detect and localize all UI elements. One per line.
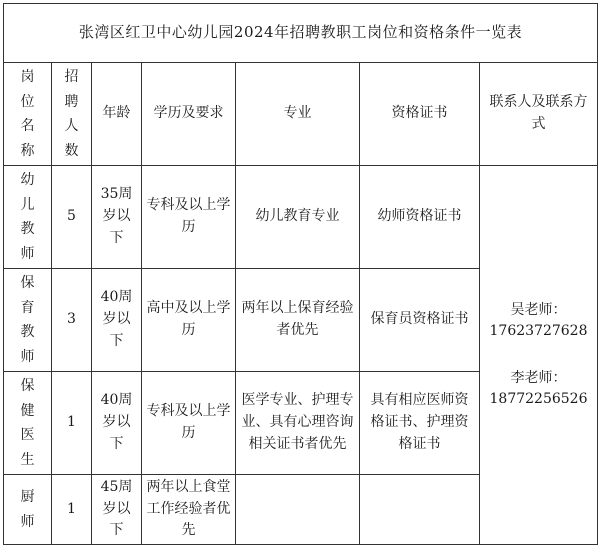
education-cell: 专科及以上学历: [142, 166, 236, 269]
certificate-cell: 保育员资格证书: [360, 269, 480, 372]
age-cell: 35周岁以下: [92, 166, 142, 269]
count-cell: 1: [52, 372, 92, 475]
position-cell: 保育教师: [4, 269, 52, 372]
certificate-cell: 具有相应医师资格证书、护理资格证书: [360, 372, 480, 475]
header-row: [4, 63, 598, 166]
education-cell: 两年以上食堂工作经验者优先: [142, 475, 236, 545]
age-cell: 40周岁以下: [92, 372, 142, 475]
contact-cell: [480, 166, 598, 545]
major-cell: [236, 475, 360, 545]
certificate-cell: [360, 475, 480, 545]
recruitment-table: [3, 3, 598, 545]
education-cell: 高中及以上学历: [142, 269, 236, 372]
age-cell: 40周岁以下: [92, 269, 142, 372]
major-cell: 两年以上保育经验者优先: [236, 269, 360, 372]
header-position: 岗位名称: [4, 63, 52, 166]
header-education: 学历及要求: [142, 63, 236, 166]
position-cell: 幼儿教师: [4, 166, 52, 269]
header-count: 招聘人数: [52, 63, 92, 166]
certificate-cell: 幼师资格证书: [360, 166, 480, 269]
education-cell: 专科及以上学历: [142, 372, 236, 475]
contact-name: 李老师：: [510, 370, 567, 387]
count-cell: 3: [52, 269, 92, 372]
header-major: 专业: [236, 63, 360, 166]
count-cell: 5: [52, 166, 92, 269]
table-title: 张湾区红卫中心幼儿园2024年招聘教职工岗位和资格条件一览表: [4, 4, 598, 63]
header-certificate: 资格证书: [360, 63, 480, 166]
position-cell: 保健医生: [4, 372, 52, 475]
contact-phone: 17623727628: [489, 323, 588, 340]
header-contact: 联系人及联系方式: [480, 63, 598, 166]
age-cell: 45周岁以下: [92, 475, 142, 545]
major-cell: 幼儿教育专业: [236, 166, 360, 269]
table-row: [4, 166, 598, 269]
count-cell: 1: [52, 475, 92, 545]
contact-name: 吴老师：: [510, 302, 567, 319]
contact-phone: 18772256526: [489, 391, 588, 408]
major-cell: 医学专业、护理专业、具有心理咨询相关证书者优先: [236, 372, 360, 475]
position-cell: 厨师: [4, 475, 52, 545]
header-age: 年龄: [92, 63, 142, 166]
